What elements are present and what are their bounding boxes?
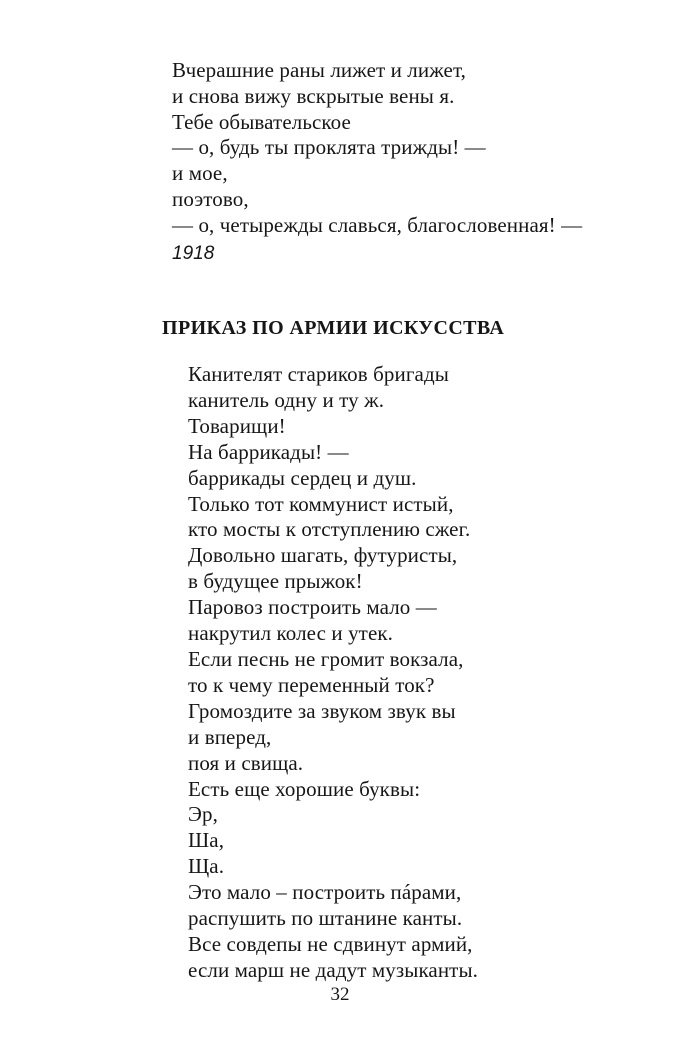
poem-line: поя и свища. — [188, 750, 304, 775]
page-number: 32 — [330, 984, 350, 1005]
poem-body — [188, 362, 478, 984]
poem-line: Это мало – построить пáрами, — [188, 880, 462, 905]
poem-line: Довольно шагать, футуристы, — [188, 543, 458, 568]
poem-line: Вчерашние раны лижет и лижет, — [172, 58, 467, 82]
poem-line: поэтово, — [172, 186, 249, 211]
poem-line: Есть еще хорошие буквы: — [188, 776, 421, 801]
poem-line: и снова вижу вскрытые вены я. — [172, 83, 455, 108]
poem-line: и мое, — [172, 161, 228, 186]
poem-line: кто мосты к отступлению сжег. — [188, 517, 471, 542]
poem-line: Все совдепы не сдвинут армий, — [188, 931, 473, 956]
poem-line: На баррикады! — — [188, 439, 349, 464]
poem-line: Канителят стариков бригады — [188, 362, 449, 386]
poem-line: Ща. — [188, 854, 225, 879]
poem-line: канитель одну и ту ж. — [188, 387, 385, 412]
poem-line: Эр, — [188, 802, 218, 827]
poem-line: Только тот коммунист истый, — [188, 491, 454, 516]
poem-title: ПРИКАЗ ПО АРМИИ ИСКУССТВА — [162, 317, 505, 339]
poem-line: Паровоз построить мало — — [188, 595, 437, 620]
poem-line: распушить по штанине канты. — [188, 906, 463, 931]
previous-poem-ending — [172, 58, 582, 239]
poem-date: 1918 — [172, 243, 215, 264]
poem-line: если марш не дадут музыканты. — [188, 957, 479, 982]
poem-line: Товарищи! — [188, 413, 286, 438]
poem-line: в будущее прыжок! — [188, 569, 363, 594]
poem-line: и вперед, — [188, 724, 272, 749]
poem-line: то к чему переменный ток? — [188, 672, 435, 697]
poem-line: баррикады сердец и душ. — [188, 465, 417, 490]
poem-line: Ша, — [188, 828, 225, 853]
poem-line: Громоздите за звуком звук вы — [188, 698, 456, 723]
poem-line: — о, четырежды славься, благословенная! — — [172, 212, 583, 237]
poem-line: Тебе обывательское — [172, 109, 351, 134]
poem-line: — о, будь ты проклята трижды! — — [172, 135, 486, 160]
poem-line: Если песнь не громит вокзала, — [188, 646, 464, 671]
poem-line: накрутил колес и утек. — [188, 621, 394, 646]
